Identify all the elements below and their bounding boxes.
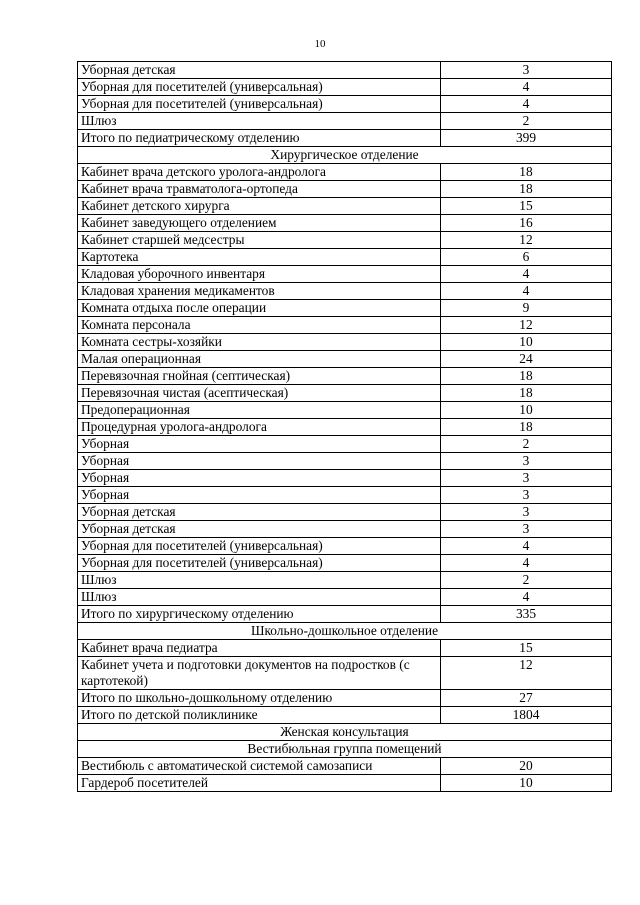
table-row	[78, 300, 612, 317]
room-name-cell: Итого по хирургическому отделению	[78, 606, 441, 623]
room-area-cell: 335	[441, 606, 612, 623]
room-name-cell: Кабинет учета и подготовки документов на подростков (с картотекой)	[78, 657, 441, 690]
table-row	[78, 198, 612, 215]
table-row	[78, 758, 612, 775]
room-name-cell: Итого по педиатрическому отделению	[78, 130, 441, 147]
room-name-cell: Процедурная уролога-андролога	[78, 419, 441, 436]
room-name-cell: Уборная	[78, 453, 441, 470]
room-name-cell: Малая операционная	[78, 351, 441, 368]
room-area-cell: 12	[441, 317, 612, 334]
table-row	[78, 690, 612, 707]
table-row	[78, 79, 612, 96]
room-name-cell: Кабинет врача педиатра	[78, 640, 441, 657]
section-title: Хирургическое отделение	[78, 147, 612, 164]
section-header-row	[78, 724, 612, 741]
room-area-cell: 10	[441, 402, 612, 419]
room-area-cell: 15	[441, 640, 612, 657]
room-area-cell: 4	[441, 96, 612, 113]
room-area-cell: 4	[441, 283, 612, 300]
table-row	[78, 385, 612, 402]
room-area-cell: 18	[441, 368, 612, 385]
table-row	[78, 657, 612, 690]
table-row	[78, 504, 612, 521]
room-name-cell: Кабинет врача травматолога-ортопеда	[78, 181, 441, 198]
room-area-cell: 18	[441, 385, 612, 402]
table-row	[78, 130, 612, 147]
page-number: 10	[314, 38, 326, 50]
room-name-cell: Кладовая уборочного инвентаря	[78, 266, 441, 283]
room-area-cell: 9	[441, 300, 612, 317]
table-row	[78, 487, 612, 504]
section-title: Школьно-дошкольное отделение	[78, 623, 612, 640]
room-name-cell: Шлюз	[78, 589, 441, 606]
room-area-cell: 16	[441, 215, 612, 232]
table-row	[78, 606, 612, 623]
table-row	[78, 113, 612, 130]
room-area-cell: 2	[441, 572, 612, 589]
room-area-cell: 4	[441, 266, 612, 283]
rooms-table-body	[78, 62, 612, 792]
table-row	[78, 181, 612, 198]
table-row	[78, 419, 612, 436]
room-area-cell: 10	[441, 775, 612, 792]
room-name-cell: Вестибюль с автоматической системой самозаписи	[78, 758, 441, 775]
table-row	[78, 572, 612, 589]
room-area-cell: 399	[441, 130, 612, 147]
table-row	[78, 453, 612, 470]
room-area-cell: 2	[441, 113, 612, 130]
room-area-cell: 3	[441, 453, 612, 470]
room-area-cell: 3	[441, 521, 612, 538]
room-area-cell: 4	[441, 555, 612, 572]
table-row	[78, 368, 612, 385]
room-area-cell: 3	[441, 487, 612, 504]
table-row	[78, 538, 612, 555]
room-name-cell: Уборная детская	[78, 62, 441, 79]
room-area-cell: 18	[441, 419, 612, 436]
table-row	[78, 436, 612, 453]
table-row	[78, 249, 612, 266]
table-row	[78, 640, 612, 657]
room-name-cell: Кабинет врача детского уролога-андролога	[78, 164, 441, 181]
table-row	[78, 232, 612, 249]
table-row	[78, 62, 612, 79]
room-name-cell: Уборная	[78, 436, 441, 453]
room-name-cell: Кабинет детского хирурга	[78, 198, 441, 215]
room-area-cell: 12	[441, 232, 612, 249]
room-name-cell: Перевязочная чистая (асептическая)	[78, 385, 441, 402]
section-title: Вестибюльная группа помещений	[78, 741, 612, 758]
room-area-cell: 12	[441, 657, 612, 690]
table-row	[78, 164, 612, 181]
room-name-cell: Шлюз	[78, 113, 441, 130]
room-name-cell: Уборная для посетителей (универсальная)	[78, 538, 441, 555]
room-name-cell: Комната сестры-хозяйки	[78, 334, 441, 351]
room-area-cell: 24	[441, 351, 612, 368]
room-name-cell: Итого по детской поликлинике	[78, 707, 441, 724]
room-name-cell: Уборная для посетителей (универсальная)	[78, 555, 441, 572]
room-area-cell: 20	[441, 758, 612, 775]
room-name-cell: Кабинет старшей медсестры	[78, 232, 441, 249]
room-name-cell: Уборная	[78, 487, 441, 504]
room-area-cell: 3	[441, 470, 612, 487]
room-area-cell: 4	[441, 538, 612, 555]
room-name-cell: Итого по школьно-дошкольному отделению	[78, 690, 441, 707]
table-row	[78, 334, 612, 351]
table-row	[78, 351, 612, 368]
table-row	[78, 317, 612, 334]
room-name-cell: Кладовая хранения медикаментов	[78, 283, 441, 300]
rooms-area-table	[77, 61, 612, 792]
table-row	[78, 266, 612, 283]
room-area-cell: 4	[441, 589, 612, 606]
room-name-cell: Комната отдыха после операции	[78, 300, 441, 317]
room-name-cell: Уборная для посетителей (универсальная)	[78, 79, 441, 96]
room-name-cell: Уборная детская	[78, 521, 441, 538]
room-area-cell: 2	[441, 436, 612, 453]
table-row	[78, 283, 612, 300]
room-area-cell: 27	[441, 690, 612, 707]
room-name-cell: Уборная детская	[78, 504, 441, 521]
room-name-cell: Уборная	[78, 470, 441, 487]
room-area-cell: 15	[441, 198, 612, 215]
room-name-cell: Перевязочная гнойная (септическая)	[78, 368, 441, 385]
table-row	[78, 555, 612, 572]
table-row	[78, 96, 612, 113]
room-area-cell: 3	[441, 504, 612, 521]
room-area-cell: 6	[441, 249, 612, 266]
table-row	[78, 707, 612, 724]
room-name-cell: Предоперационная	[78, 402, 441, 419]
room-name-cell: Комната персонала	[78, 317, 441, 334]
table-row	[78, 521, 612, 538]
section-header-row	[78, 623, 612, 640]
table-row	[78, 470, 612, 487]
room-name-cell: Гардероб посетителей	[78, 775, 441, 792]
room-area-cell: 10	[441, 334, 612, 351]
room-area-cell: 3	[441, 62, 612, 79]
room-name-cell: Картотека	[78, 249, 441, 266]
room-name-cell: Шлюз	[78, 572, 441, 589]
room-area-cell: 4	[441, 79, 612, 96]
section-title: Женская консультация	[78, 724, 612, 741]
table-row	[78, 775, 612, 792]
room-area-cell: 18	[441, 164, 612, 181]
room-name-cell: Уборная для посетителей (универсальная)	[78, 96, 441, 113]
room-name-cell: Кабинет заведующего отделением	[78, 215, 441, 232]
section-header-row	[78, 741, 612, 758]
table-row	[78, 402, 612, 419]
room-area-cell: 1804	[441, 707, 612, 724]
room-area-cell: 18	[441, 181, 612, 198]
section-header-row	[78, 147, 612, 164]
table-row	[78, 215, 612, 232]
table-row	[78, 589, 612, 606]
